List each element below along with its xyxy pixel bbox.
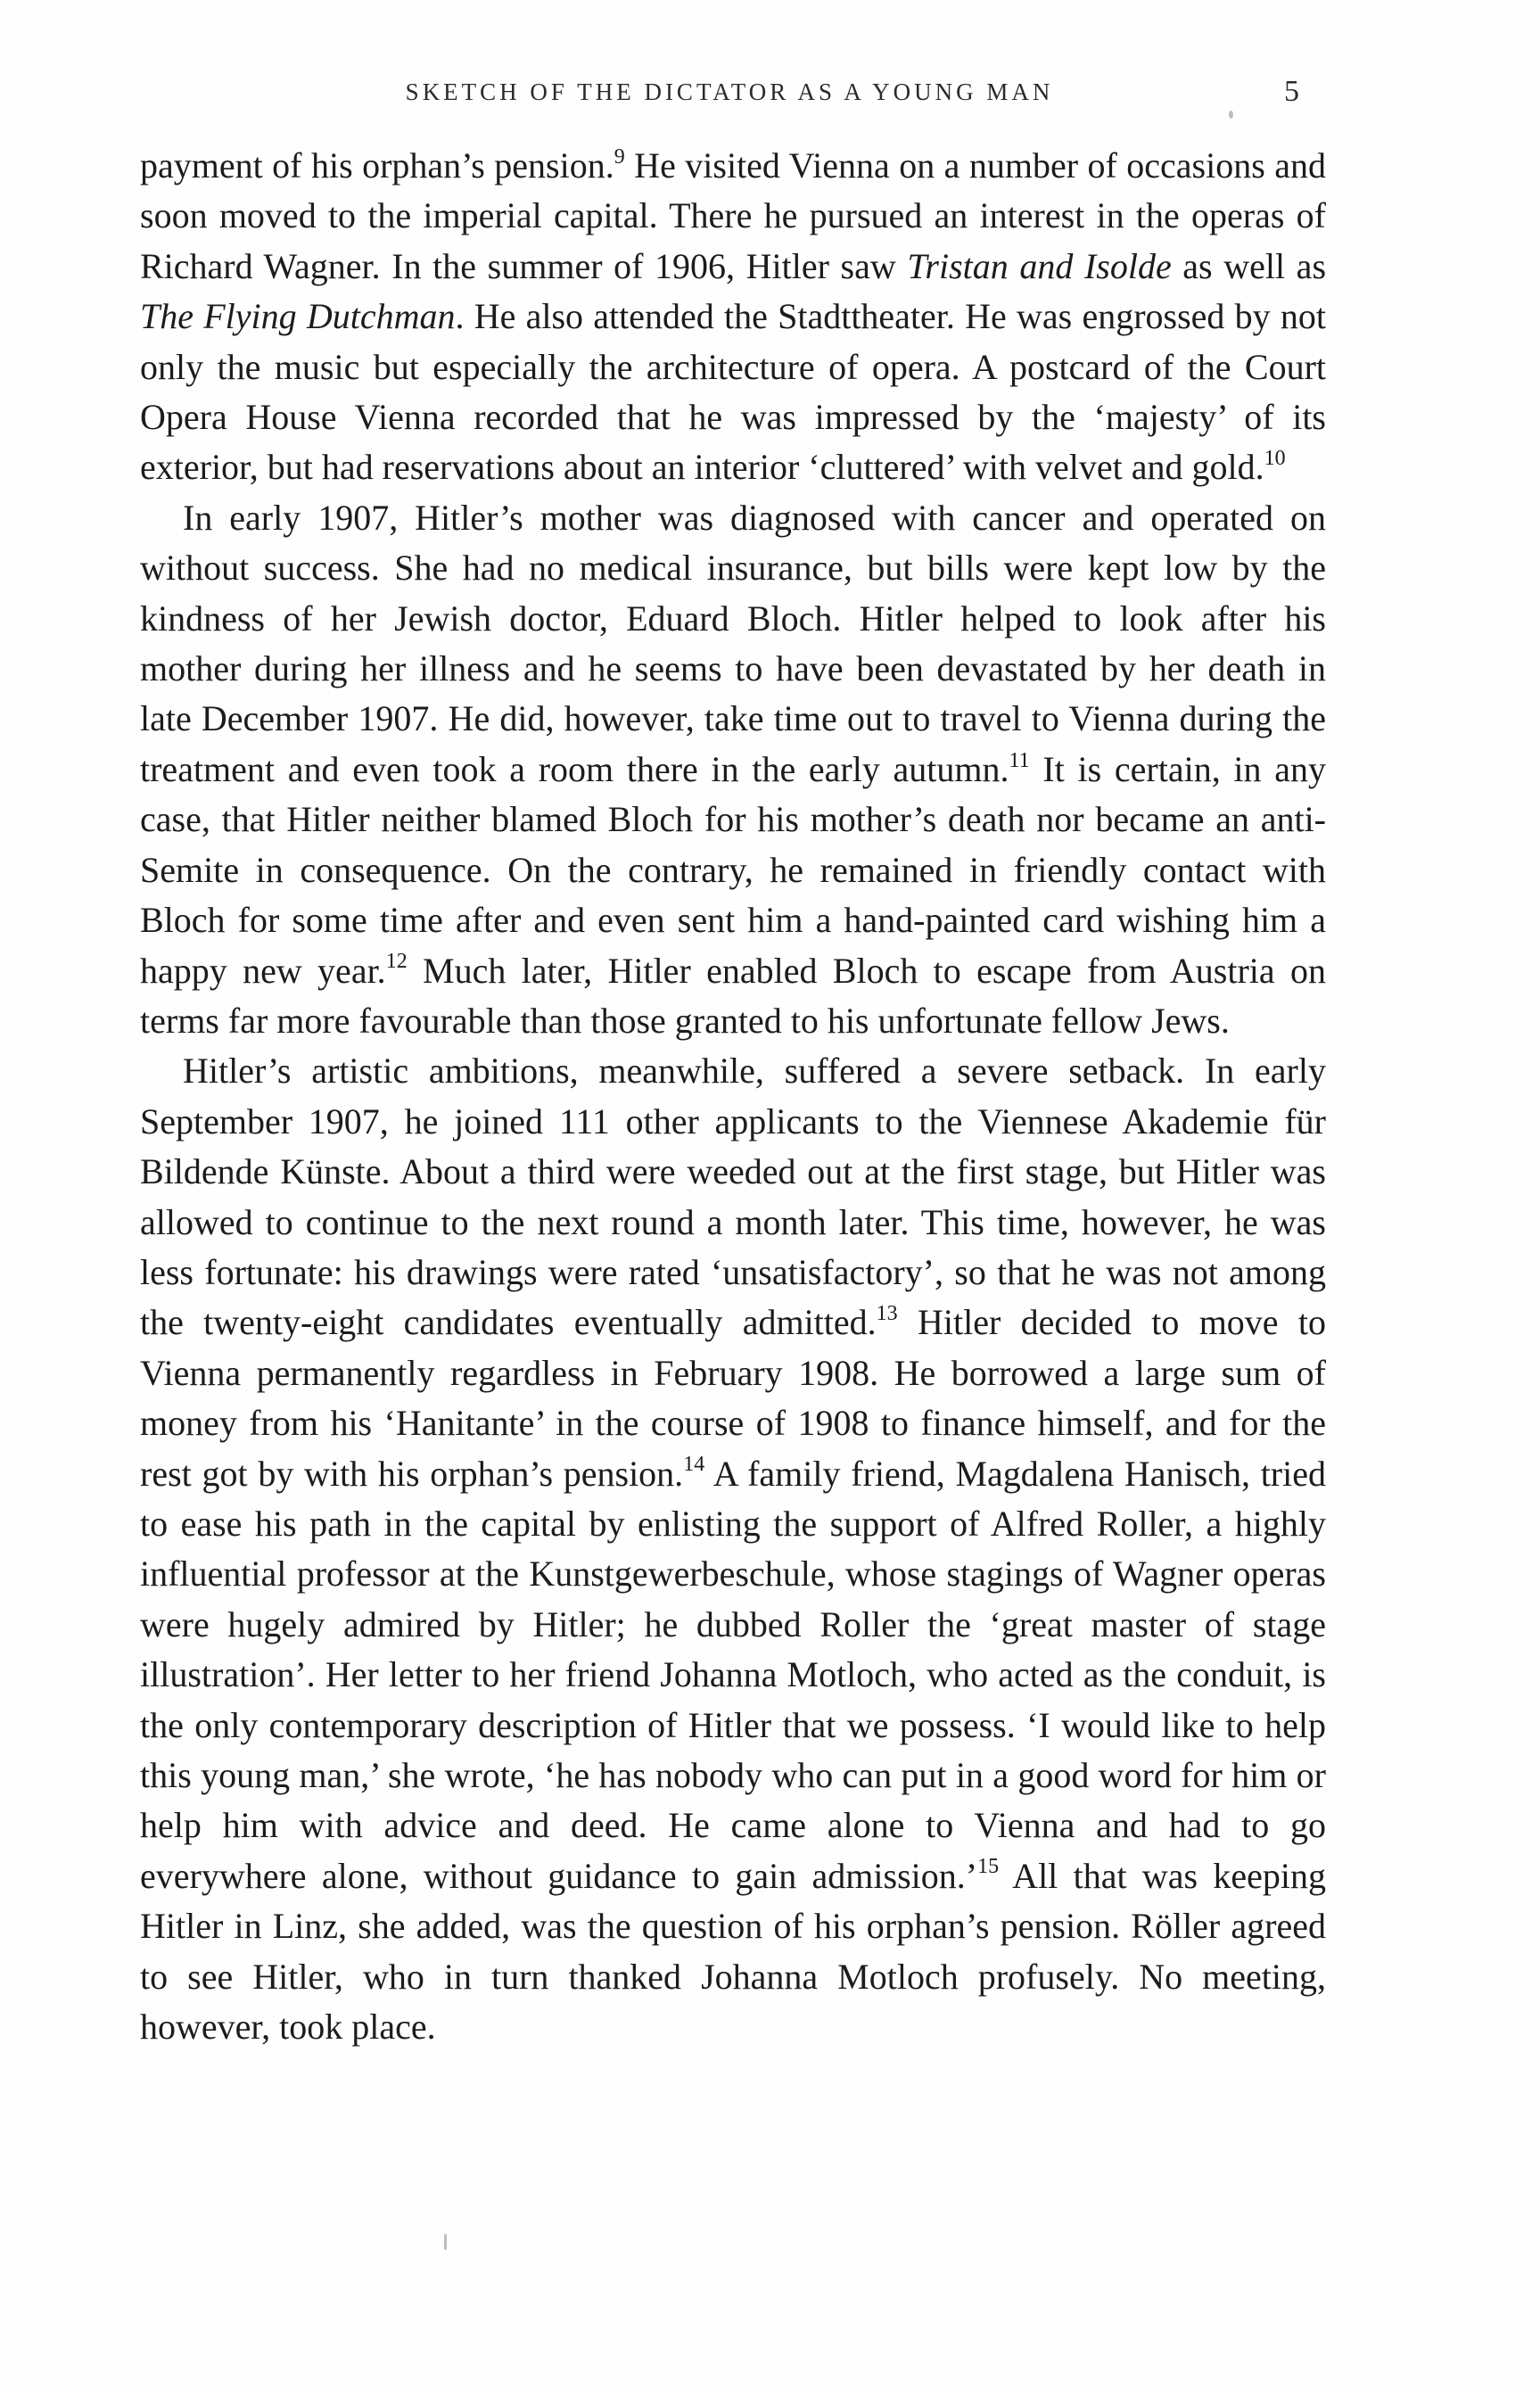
text-run: All that was keeping Hitler in Linz, she added, was the question of his orphan’s pension. Röller agreed to see Hitler, who in turn thanked Johanna Motloch profusely. No meeting, however, took place.	[140, 1855, 1327, 2048]
paragraph-3	[140, 1046, 1326, 2052]
text-run: He visited Vienna on a number of occasions and soon moved to the imperial capital. There he pursued an interest in the operas of Richard Wagner. In the summer of 1906, Hitler saw	[140, 145, 1326, 286]
text-run: It is certain, in any case, that Hitler neither blamed Bloch for his mother’s death nor became an anti-Semite in consequence. On the contrary, he remained in friendly contact with Bloch for some time after and even sent him a hand-painted card wishing him a happy new year.	[140, 748, 1326, 991]
text-run: payment of his orphan’s pension.	[140, 145, 614, 185]
text-run: Hitler decided to move to Vienna permanently regardless in February 1908. He borrowed a large sum of money from his ‘Hanitante’ in the course of 1908 to finance himself, and for the rest got by with his orphan’s pension.	[140, 1302, 1326, 1494]
opera-title-tristan: Tristan and Isolde	[907, 245, 1172, 286]
footnote-marker-9: 9	[614, 144, 625, 169]
scan-speck	[444, 2234, 447, 2250]
text-run: as well as	[1171, 245, 1327, 286]
text-run: Much later, Hitler enabled Bloch to escape from Austria on terms far more favourable than those granted to his unfortunate fellow Jews.	[140, 950, 1326, 1041]
paragraph-2	[140, 493, 1326, 1046]
opera-title-flying-dutchman: The Flying Dutchman	[140, 296, 456, 337]
footnote-marker-11: 11	[1009, 748, 1030, 772]
paragraph-1	[140, 141, 1326, 493]
page-number: 5	[1284, 75, 1299, 108]
footnote-marker-14: 14	[683, 1453, 705, 1477]
footnote-marker-12: 12	[385, 950, 408, 974]
scan-speck	[1229, 111, 1233, 119]
text-run: Hitler’s artistic ambitions, meanwhile, suffered a severe setback. In early September 1907, he joined 111 other applicants to the Viennese Akademie für Bildende Künste. About a third were weeded out at the first stage, but Hitler was allowed to continue to the next round a month later. This time, however, he was less fortunate: his drawings were rated ‘unsatisfactory’, so that he was not among the twenty-eight candidates eventually admitted.	[140, 1051, 1326, 1343]
body-text	[140, 141, 1326, 2052]
footnote-marker-15: 15	[977, 1855, 1000, 1879]
text-run: A family friend, Magdalena Hanisch, tried to ease his path in the capital by enlisting the support of Alfred Roller, a highly influential professor at the Kunstgewerbeschule, whose stagings of Wagner operas were hugely admired by Hitler; he dubbed Roller the ‘great master of stage illustration’. Her letter to her friend Johanna Motloch, who acted as the conduit, is the only contemporary description of Hitler that we possess. ‘I would like to help this young man,’ she wrote, ‘he has nobody who can put in a good word for him or help him with advice and deed. He came alone to Vienna and had to go everywhere alone, without guidance to gain admission.’	[140, 1453, 1326, 1896]
footnote-marker-10: 10	[1264, 447, 1286, 471]
footnote-marker-13: 13	[876, 1302, 898, 1326]
text-run: . He also attended the Stadttheater. He was engrossed by not only the music but especially the architecture of opera. A postcard of the Court Opera House Vienna recorded that he was impressed by the ‘majesty’ of its exterior, but had reservations about an interior ‘cluttered’ with velvet and gold.	[140, 296, 1326, 488]
text-run: In early 1907, Hitler’s mother was diagnosed with cancer and operated on without success. She had no medical insurance, but bills were kept low by the kindness of her Jewish doctor, Eduard Bloch. Hitler helped to look after his mother during her illness and he seems to have been devastated by her death in late December 1907. He did, however, take time out to travel to Vienna during the treatment and even took a room there in the early autumn.	[140, 497, 1326, 789]
running-head: SKETCH OF THE DICTATOR AS A YOUNG MAN	[405, 78, 1054, 105]
